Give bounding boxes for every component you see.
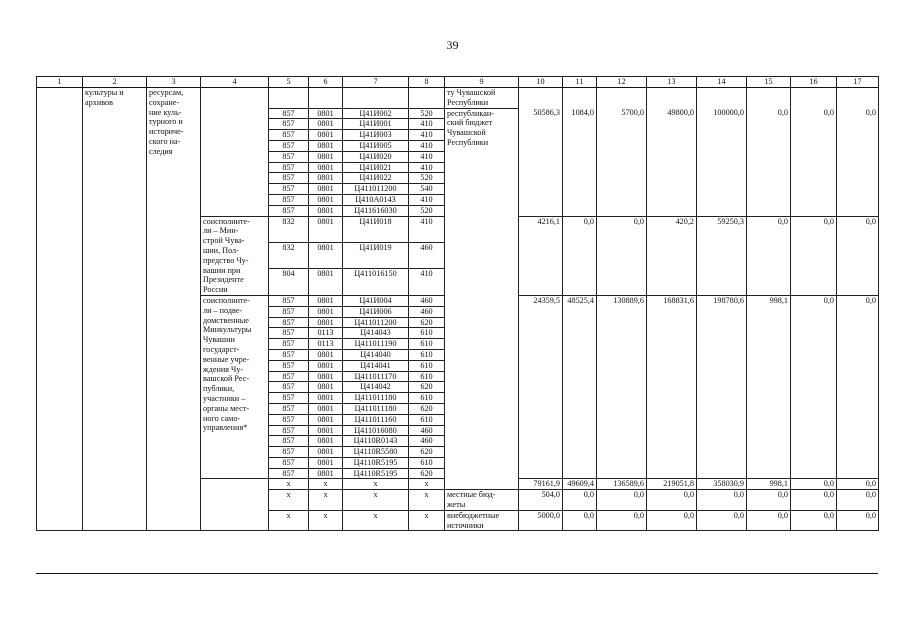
value-cell: 0,0 [837, 295, 879, 479]
code-cell: 610 [409, 393, 445, 404]
code-cell: x [409, 490, 445, 511]
value-cell: 998,1 [747, 295, 791, 479]
code-cell: 610 [409, 457, 445, 468]
col1-cell [37, 88, 83, 531]
value-cell: 49800,0 [647, 108, 697, 216]
code-cell: 857 [269, 382, 309, 393]
cell-line: ли – подве- [203, 305, 243, 315]
cell-line: управления* [203, 423, 248, 433]
cell-line: Президенте [203, 275, 244, 285]
col9-cell [445, 88, 519, 109]
code-cell: Ц411011160 [343, 414, 409, 425]
code-cell: 460 [409, 306, 445, 317]
cell-line: домственные [203, 315, 249, 325]
value-cell: 0,0 [791, 490, 837, 511]
code-cell: 857 [269, 328, 309, 339]
code-cell: Ц41И001 [343, 119, 409, 130]
code-cell: Ц41И005 [343, 140, 409, 151]
code-cell: 0801 [309, 393, 343, 404]
code-cell: 410 [409, 119, 445, 130]
code-cell: x [269, 510, 309, 531]
header-cell: 15 [747, 77, 791, 88]
header-cell: 4 [201, 77, 269, 88]
cell-line: органы мест- [203, 403, 250, 413]
header-cell: 10 [519, 77, 563, 88]
cell-line: государст- [203, 344, 240, 354]
cell-line: соисполните- [203, 216, 250, 226]
code-cell: 857 [269, 447, 309, 458]
header-cell: 1 [37, 77, 83, 88]
code-cell: Ц411011190 [343, 339, 409, 350]
code-cell: 857 [269, 414, 309, 425]
code-cell: Ц411011180 [343, 403, 409, 414]
value-cell: 504,0 [519, 490, 563, 511]
code-cell: 832 [269, 216, 309, 242]
code-cell: 410 [409, 194, 445, 205]
cell-line: внебюджетные [447, 510, 500, 520]
col4-cell [201, 479, 269, 531]
code-cell: Ц4110R5580 [343, 447, 409, 458]
value-cell: 5000,0 [519, 510, 563, 531]
value-cell: 59250,3 [697, 216, 747, 295]
code-cell: x [309, 479, 343, 490]
code-cell: 857 [269, 130, 309, 141]
table-body [37, 77, 879, 531]
code-cell: 857 [269, 360, 309, 371]
code-cell: 0801 [309, 269, 343, 295]
code-cell: 520 [409, 108, 445, 119]
header-cell: 8 [409, 77, 445, 88]
table-row [37, 88, 879, 109]
value-cell: 0,0 [597, 510, 647, 531]
code-cell: Ц41И006 [343, 306, 409, 317]
header-cell: 16 [791, 77, 837, 88]
code-cell: 857 [269, 162, 309, 173]
header-cell: 3 [147, 77, 201, 88]
value-cell: 48525,4 [563, 295, 597, 479]
cell-line: шии, Пол- [203, 245, 239, 255]
code-cell: 620 [409, 382, 445, 393]
header-cell: 12 [597, 77, 647, 88]
cell-line: культуры и [85, 88, 124, 97]
value-cell: 0,0 [837, 479, 879, 490]
cell-line: ние куль- [149, 107, 182, 117]
header-cell: 2 [83, 77, 147, 88]
value-cell [563, 88, 597, 109]
code-cell: 610 [409, 339, 445, 350]
value-cell: 79161,9 [519, 479, 563, 490]
value-cell: 0,0 [791, 510, 837, 531]
value-cell [519, 88, 563, 109]
code-cell: 620 [409, 317, 445, 328]
code-cell: 857 [269, 349, 309, 360]
code-cell: Ц4110R0143 [343, 436, 409, 447]
bottom-rule [36, 573, 878, 574]
code-cell: x [309, 490, 343, 511]
code-cell: 0801 [309, 371, 343, 382]
value-cell: 0,0 [837, 490, 879, 511]
code-cell: x [409, 510, 445, 531]
value-cell: 130889,6 [597, 295, 647, 479]
code-cell: 0801 [309, 403, 343, 414]
cell-line: предство Чу- [203, 255, 249, 265]
value-cell [791, 88, 837, 109]
code-cell: 0801 [309, 194, 343, 205]
value-cell: 1084,0 [563, 108, 597, 216]
col9-cell [445, 510, 519, 531]
code-cell: 460 [409, 436, 445, 447]
code-cell: 857 [269, 425, 309, 436]
cell-line: сохране- [149, 97, 180, 107]
value-cell [837, 88, 879, 109]
value-cell: 358030,9 [697, 479, 747, 490]
header-cell: 17 [837, 77, 879, 88]
code-cell: 857 [269, 393, 309, 404]
code-cell: Ц41И020 [343, 151, 409, 162]
col4-cell [201, 216, 269, 295]
code-cell: x [343, 510, 409, 531]
code-cell: 520 [409, 173, 445, 184]
value-cell: 998,1 [747, 479, 791, 490]
code-cell: 0801 [309, 349, 343, 360]
cell-line: публики, [203, 384, 235, 394]
value-cell: 198780,6 [697, 295, 747, 479]
cell-line: республикан- [447, 108, 494, 118]
code-cell: 0801 [309, 108, 343, 119]
code-cell: Ц411011200 [343, 184, 409, 195]
cell-line: участники – [203, 393, 246, 403]
cell-line: архивов [85, 97, 113, 107]
cell-line: ного само- [203, 413, 241, 423]
code-cell: x [343, 490, 409, 511]
code-cell: 857 [269, 108, 309, 119]
header-cell: 13 [647, 77, 697, 88]
cell-line: соисполните- [203, 295, 250, 305]
header-cell: 7 [343, 77, 409, 88]
cell-line: России [203, 285, 228, 295]
col4-cell [201, 295, 269, 479]
value-cell: 0,0 [747, 108, 791, 216]
value-cell [597, 88, 647, 109]
code-cell: 857 [269, 339, 309, 350]
header-cell: 11 [563, 77, 597, 88]
col3-cell [147, 88, 201, 531]
cell-line: ресурсам, [149, 88, 184, 97]
code-cell: 0801 [309, 162, 343, 173]
code-cell: 410 [409, 140, 445, 151]
code-cell: x [409, 479, 445, 490]
code-cell: Ц41И002 [343, 108, 409, 119]
value-cell: 49609,4 [563, 479, 597, 490]
cell-line: Чувашской [447, 128, 486, 138]
code-cell: 0801 [309, 295, 343, 306]
code-cell: 460 [409, 243, 445, 269]
code-cell: 0113 [309, 339, 343, 350]
code-cell: 0801 [309, 130, 343, 141]
value-cell: 24359,5 [519, 295, 563, 479]
code-cell: 857 [269, 306, 309, 317]
cell-line: строй Чува- [203, 236, 245, 246]
code-cell: 0801 [309, 436, 343, 447]
code-cell: 410 [409, 162, 445, 173]
code-cell: Ц411011170 [343, 371, 409, 382]
code-cell: 0801 [309, 468, 343, 479]
code-cell: 410 [409, 151, 445, 162]
value-cell: 420,2 [647, 216, 697, 295]
value-cell [747, 88, 791, 109]
cell-line: ту Чувашской [447, 88, 496, 97]
col9-cell [445, 108, 519, 490]
code-cell: 0801 [309, 140, 343, 151]
cell-line: местные бюд- [447, 490, 496, 500]
code-cell: Ц41И019 [343, 243, 409, 269]
code-cell: Ц414043 [343, 328, 409, 339]
code-cell: 857 [269, 173, 309, 184]
value-cell: 0,0 [697, 490, 747, 511]
cell-line: вашской Рес- [203, 374, 250, 384]
code-cell: 857 [269, 151, 309, 162]
value-cell: 0,0 [647, 510, 697, 531]
code-cell: Ц41И022 [343, 173, 409, 184]
code-cell: 0801 [309, 205, 343, 216]
code-cell: Ц4110R5195 [343, 457, 409, 468]
code-cell: Ц410А0143 [343, 194, 409, 205]
value-cell: 0,0 [563, 490, 597, 511]
cell-line: Чувашии [203, 335, 235, 345]
cell-line: следия [149, 146, 173, 156]
code-cell: Ц414041 [343, 360, 409, 371]
value-cell: 0,0 [747, 216, 791, 295]
code-cell: Ц41И003 [343, 130, 409, 141]
code-cell: Ц411016150 [343, 269, 409, 295]
code-cell: 804 [269, 269, 309, 295]
value-cell: 0,0 [837, 216, 879, 295]
header-cell: 14 [697, 77, 747, 88]
code-cell: 610 [409, 414, 445, 425]
code-cell: Ц411016080 [343, 425, 409, 436]
col9-cell [445, 490, 519, 511]
code-cell: 0801 [309, 243, 343, 269]
code-cell: 0801 [309, 306, 343, 317]
code-cell: 0801 [309, 317, 343, 328]
code-cell: 857 [269, 317, 309, 328]
cell-line: ждения Чу- [203, 364, 244, 374]
value-cell: 5700,0 [597, 108, 647, 216]
code-cell: 540 [409, 184, 445, 195]
budget-table [36, 76, 879, 531]
code-cell: Ц41И018 [343, 216, 409, 242]
code-cell: Ц4110R5195 [343, 468, 409, 479]
code-cell: Ц414042 [343, 382, 409, 393]
cell-line: Республики [447, 97, 489, 107]
cell-line: жеты [447, 500, 466, 510]
code-cell: 460 [409, 425, 445, 436]
code-cell: 620 [409, 468, 445, 479]
code-cell: 857 [269, 436, 309, 447]
code-cell: 0801 [309, 360, 343, 371]
cell-line: Республики [447, 137, 489, 147]
cell-line: вашии при [203, 265, 241, 275]
code-cell: 857 [269, 468, 309, 479]
header-cell: 9 [445, 77, 519, 88]
cell-line: Минкультуры [203, 325, 252, 335]
code-cell: x [343, 479, 409, 490]
code-cell: 410 [409, 216, 445, 242]
value-cell: 0,0 [791, 216, 837, 295]
code-cell: Ц41И021 [343, 162, 409, 173]
code-cell: 0113 [309, 328, 343, 339]
code-cell: 0801 [309, 414, 343, 425]
page-number: 39 [446, 38, 459, 52]
code-cell: 460 [409, 295, 445, 306]
value-cell: 0,0 [597, 490, 647, 511]
code-cell: 832 [269, 243, 309, 269]
code-cell: 520 [409, 205, 445, 216]
value-cell: 0,0 [563, 216, 597, 295]
code-cell: x [269, 490, 309, 511]
code-cell: 620 [409, 403, 445, 414]
code-cell: 0801 [309, 382, 343, 393]
code-cell: 620 [409, 447, 445, 458]
code-cell: 857 [269, 119, 309, 130]
value-cell: 0,0 [563, 510, 597, 531]
value-cell [697, 88, 747, 109]
cell-line: ли – Мин- [203, 226, 239, 236]
cell-line: ский бюджет [447, 118, 493, 128]
value-cell: 0,0 [647, 490, 697, 511]
value-cell [647, 88, 697, 109]
code-cell [409, 88, 445, 109]
code-cell: 0801 [309, 119, 343, 130]
code-cell: 0801 [309, 216, 343, 242]
code-cell: x [269, 479, 309, 490]
code-cell: 0801 [309, 425, 343, 436]
code-cell: Ц411011180 [343, 393, 409, 404]
cell-line: источники [447, 520, 484, 530]
code-cell: 0801 [309, 457, 343, 468]
code-cell: 0801 [309, 151, 343, 162]
code-cell: 857 [269, 194, 309, 205]
code-cell: 610 [409, 328, 445, 339]
code-cell [309, 88, 343, 109]
cell-line: турного и [149, 117, 183, 127]
code-cell: Ц414040 [343, 349, 409, 360]
code-cell: 857 [269, 403, 309, 414]
header-row [37, 77, 879, 88]
code-cell: 857 [269, 184, 309, 195]
value-cell: 136589,6 [597, 479, 647, 490]
value-cell: 50586,3 [519, 108, 563, 216]
value-cell: 100000,0 [697, 108, 747, 216]
value-cell: 0,0 [837, 510, 879, 531]
code-cell: 857 [269, 205, 309, 216]
value-cell: 0,0 [791, 479, 837, 490]
cell-line: историче- [149, 127, 184, 137]
header-cell: 5 [269, 77, 309, 88]
value-cell: 0,0 [837, 108, 879, 216]
code-cell [269, 88, 309, 109]
code-cell: x [309, 510, 343, 531]
code-cell: 610 [409, 360, 445, 371]
code-cell: 0801 [309, 184, 343, 195]
code-cell: 410 [409, 269, 445, 295]
code-cell: Ц411011200 [343, 317, 409, 328]
cell-line: ского на- [149, 136, 181, 146]
code-cell: Ц411616030 [343, 205, 409, 216]
code-cell: 0801 [309, 447, 343, 458]
code-cell: 857 [269, 140, 309, 151]
value-cell: 0,0 [697, 510, 747, 531]
col4-cell [201, 88, 269, 217]
code-cell: 610 [409, 371, 445, 382]
code-cell: Ц41И004 [343, 295, 409, 306]
value-cell: 0,0 [791, 108, 837, 216]
value-cell: 0,0 [597, 216, 647, 295]
value-cell: 0,0 [791, 295, 837, 479]
value-cell: 4216,1 [519, 216, 563, 295]
value-cell: 0,0 [747, 510, 791, 531]
value-cell: 0,0 [747, 490, 791, 511]
code-cell: 857 [269, 371, 309, 382]
code-cell: 857 [269, 457, 309, 468]
value-cell: 219051,8 [647, 479, 697, 490]
code-cell: 410 [409, 130, 445, 141]
code-cell: 0801 [309, 173, 343, 184]
col2-cell [83, 88, 147, 531]
header-cell: 6 [309, 77, 343, 88]
code-cell: 610 [409, 349, 445, 360]
code-cell [343, 88, 409, 109]
code-cell: 857 [269, 295, 309, 306]
value-cell: 168831,6 [647, 295, 697, 479]
cell-line: венные учре- [203, 354, 250, 364]
